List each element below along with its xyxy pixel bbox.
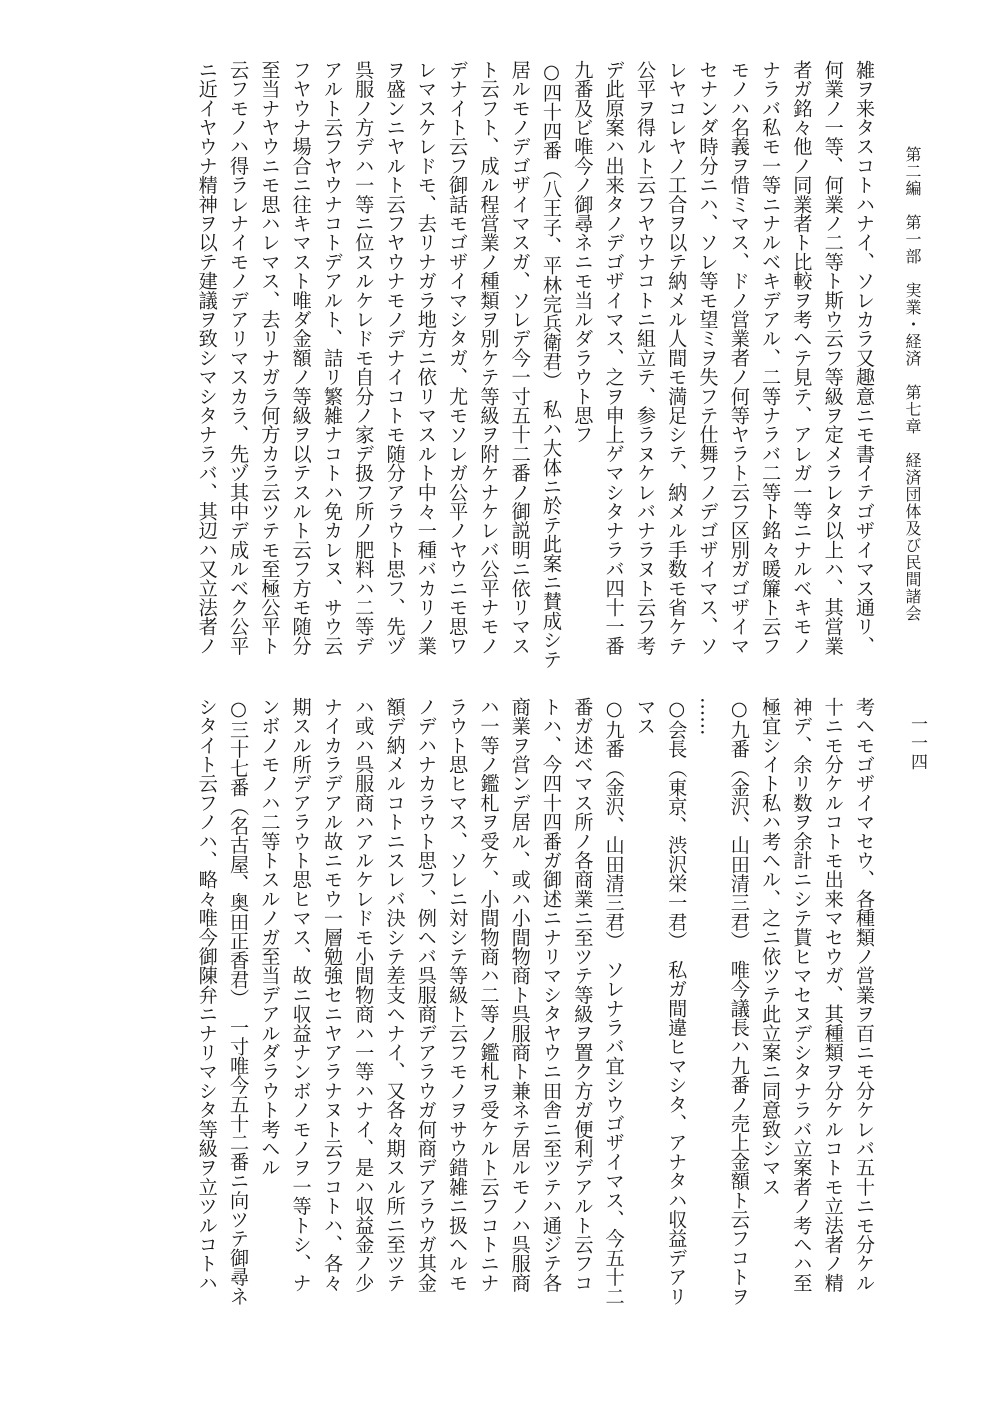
text-line: セナンダ時分ニハ、ソレ等モ望ミヲ失フテ仕舞フノデゴザイマス、ソ (696, 60, 720, 656)
text-line: ○会長（東京、渋沢栄一君） 私ガ間違ヒマシタ、アナタハ収益デアリ (665, 697, 689, 1306)
text-line: 云フモノハ得ラレナイモノデアリマスカラ、先ヅ其中デ成ルベク公平 (227, 60, 251, 656)
text-line: モノハ名義ヲ惜ミマス、ドノ営業者ノ何等ヤラト云フ区別ガゴザイマ (727, 60, 751, 656)
text-line: ○九番（金沢、山田清三君） 唯今議長ハ九番ノ売上金額ト云フコトヲ (727, 697, 751, 1306)
text-line: 九番及ビ唯今ノ御尋ネニモ当ルダラウト思フ (571, 60, 595, 444)
text-line: ○四十四番（八王子、平林完兵衛君） 私ハ大体ニ於テ此案ニ賛成シテ (540, 60, 564, 669)
text-line: 額デ納メルコトニスレバ決シテ差支ヘナイ、又各々期スル所ニ至ツテ (383, 697, 407, 1293)
text-line: ノデハナカラウト思フ、例ヘバ呉服商デアラウガ何商デアラウガ其金 (414, 697, 438, 1293)
text-line: …… (696, 697, 720, 736)
lower-text-block (95, 697, 880, 1317)
text-line: 何業ノ一等、何業ノ二等ト斯ウ云フ等級ヲ定メラレタ以上ハ、其営業 (821, 60, 845, 656)
text-line: アルト云フヤウナコトデアルト、詰リ繁雑ナコトハ免カレヌ、サウ云 (320, 60, 344, 656)
text-line: 雑ヲ来タスコトハナイ、ソレカラ又趣意ニモ書イテゴザイマス通リ、 (853, 60, 876, 656)
text-line: ○九番（金沢、山田清三君） ソレナラバ宜シウゴザイマス、今五十二 (602, 697, 626, 1306)
text-line: シタイト云フノハ、略々唯今御陳弁ニナリマシタ等級ヲ立ツルコトハ (195, 697, 219, 1293)
text-line: トハ、今四十四番ガ御述ニナリマシタヤウニ田舎ニ至ツテハ通ジテ各 (540, 697, 564, 1293)
text-line: 居ルモノデゴザイマスガ、ソレデ今一寸五十二番ノ御説明ニ依リマス (508, 60, 532, 656)
text-line: 者ガ銘々他ノ同業者ト比較ヲ考ヘテ見テ、アレガ一等ニナルベキモノ (790, 60, 814, 656)
text-line: ンボノモノハ二等トスルノガ至当デアルダラウト考ヘル (258, 697, 282, 1177)
text-line: ハ或ハ呉服商ハアルケレドモ小間物商ハ一等ハナイ、是ハ収益金ノ少 (352, 697, 376, 1293)
text-line: ニ近イヤウナ精神ヲ以テ建議ヲ致シマシタナラバ、其辺ハ又立法者ノ (195, 60, 219, 656)
text-line: ハ一等ノ鑑札ヲ受ケ、小間物商ハ二等ノ鑑札ヲ受ケルト云フコトニナ (477, 697, 501, 1293)
text-line: 極宜シイト私ハ考ヘル、之ニ依ツテ此立案ニ同意致シマス (759, 697, 783, 1197)
running-header: 第二編 第一部 実業・経済 第七章 経済団体及び民間諸会 (903, 146, 922, 622)
text-line: デナイト云フ御話モゴザイマシタガ、尤モソレガ公平ノヤウニモ思ワ (446, 60, 470, 656)
text-line: 至当ナヤウニモ思ハレマス、去リナガラ何方カラ云ツテモ至極公平ト (258, 60, 282, 656)
text-line: ラウト思ヒマス、ソレニ対シテ等級ト云フモノヲサウ錯雑ニ扱ヘルモ (446, 697, 470, 1293)
text-line: フヤウナ場合ニ往キマスト唯ダ金額ノ等級ヲ以テスルト云フ方モ随分 (289, 60, 313, 656)
text-line: デ此原案ハ出来タノデゴザイマス、之ヲ申上ゲマシタナラバ四十一番 (602, 60, 626, 656)
text-line: 公平ヲ得ルト云フヤウナコトニ組立テ、参ラヌケレバナラヌト云フ考 (633, 60, 657, 656)
text-line: 商業ヲ営ンデ居ル、或ハ小間物商ト呉服商ト兼ネテ居ルモノハ呉服商 (508, 697, 532, 1293)
text-line: 神デ、余リ数ヲ余計ニシテ貰ヒマセヌデシタナラバ立案者ノ考ヘハ至 (790, 697, 814, 1293)
page-number: 一一四 (907, 715, 927, 772)
text-line: ナラバ私モ一等ニナルベキデアル、二等ナラバ二等ト銘々暖簾ト云フ (759, 60, 783, 656)
text-line: 呉服ノ方デハ一等ニ位スルケレドモ自分ノ家デ扱フ所ノ肥料ハ二等デ (352, 60, 376, 656)
text-line: ト云フト、成ル程営業ノ種類ヲ別ケテ等級ヲ附ケナケレバ公平ナモノ (477, 60, 501, 656)
text-line: マス (633, 697, 657, 736)
text-line: ○三十七番（名古屋、奥田正香君） 一寸唯今五十二番ニ向ツテ御尋ネ (227, 697, 251, 1306)
text-line: 考ヘモゴザイマセウ、各種類ノ営業ヲ百ニモ分ケレバ五十ニモ分ケル (853, 697, 876, 1293)
text-line: ナイカラデアル故ニモウ一層勉強セニヤアラナヌト云フコトハ、各々 (320, 697, 344, 1293)
upper-text-block (95, 60, 880, 680)
text-line: 番ガ述ベマス所ノ各商業ニ至ツテ等級ヲ置ク方ガ便利デアルト云フコ (571, 697, 595, 1293)
text-line: 十ニモ分ケルコトモ出来マセウガ、其種類ヲ分ケルコトモ立法者ノ精 (821, 697, 845, 1293)
text-line: ヲ盛ンニヤルト云フヤウナモノデナイコトモ随分アラウト思フ、先ヅ (383, 60, 407, 656)
text-line: レマスケレドモ、去リナガラ地方ニ依リマスルト中々一種バカリノ業 (414, 60, 438, 656)
text-line: レヤコレヤノ工合ヲ以テ納メル人間モ満足シテ、納メル手数モ省ケテ (665, 60, 689, 656)
text-line: 期スル所デアラウト思ヒマス、故ニ収益ナンボノモノヲ一等トシ、ナ (289, 697, 313, 1293)
